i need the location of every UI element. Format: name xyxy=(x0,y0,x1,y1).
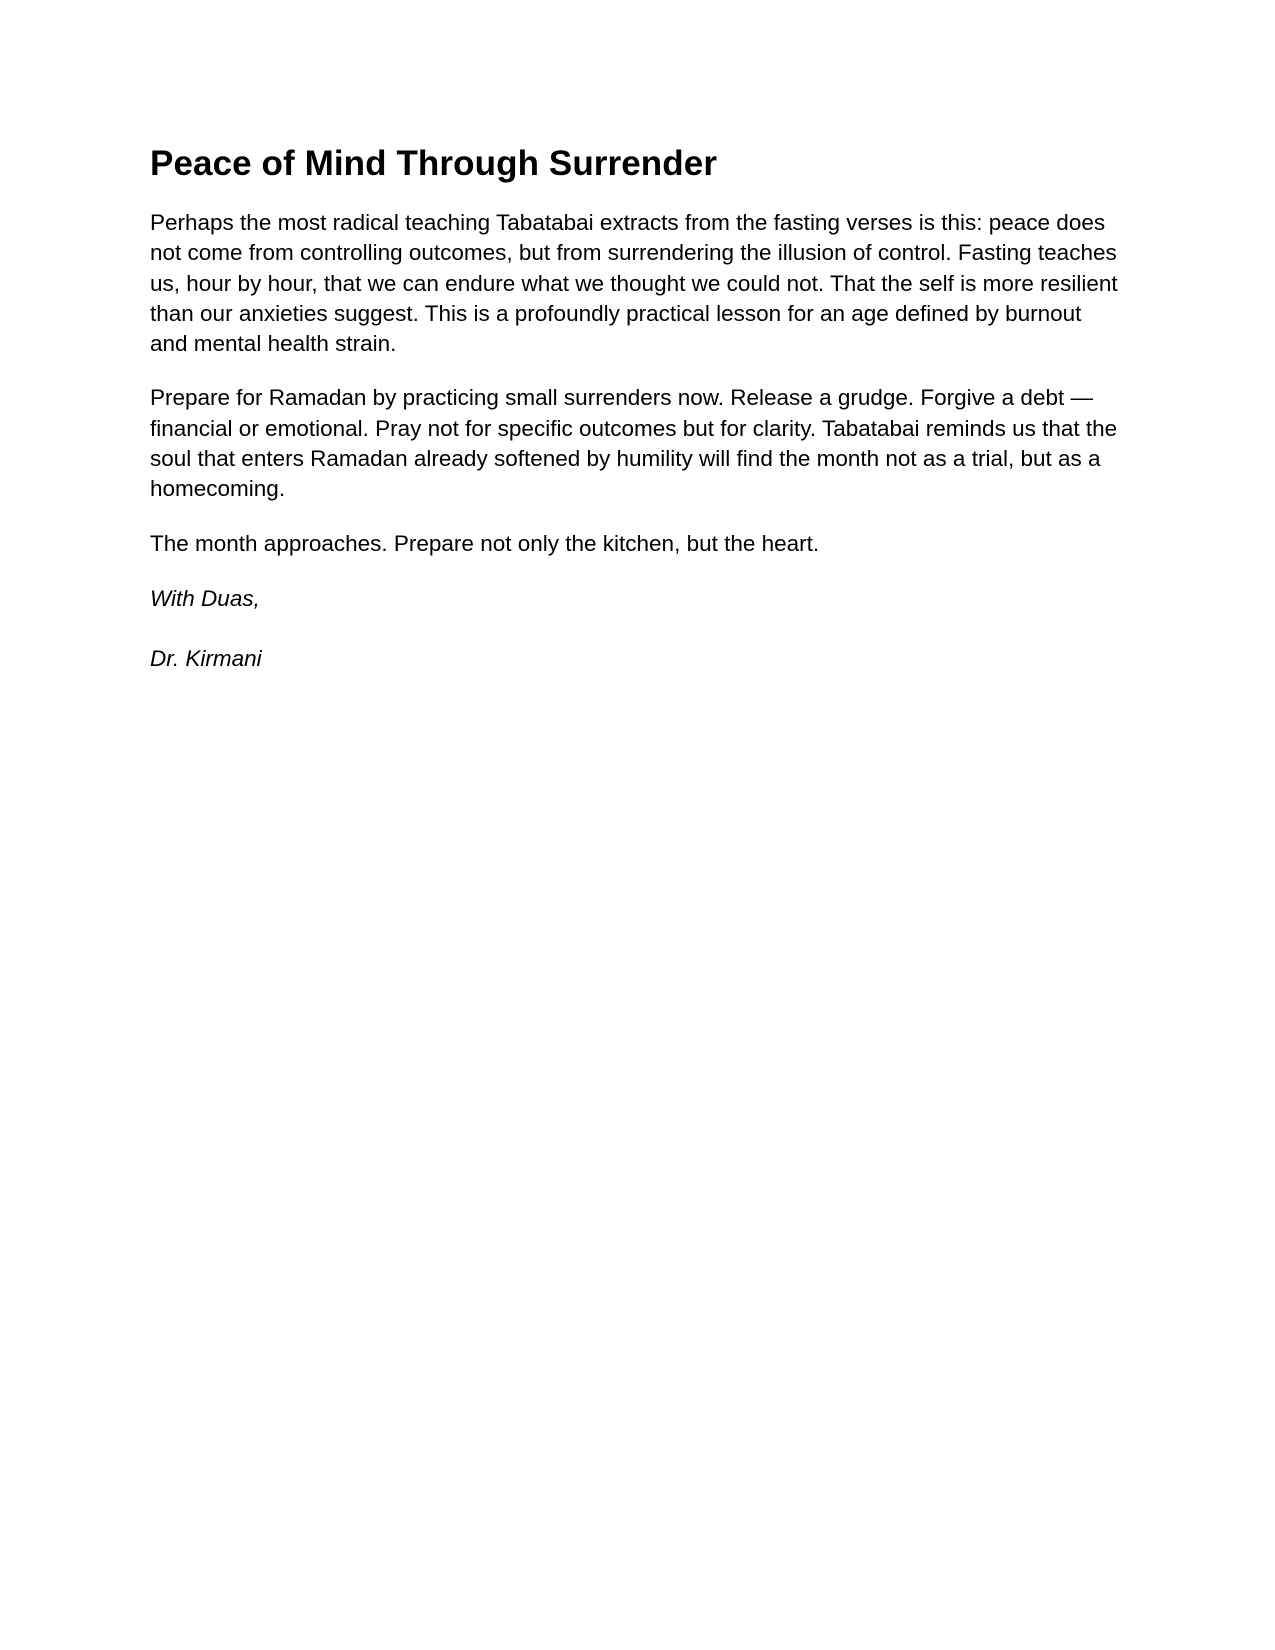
signature: Dr. Kirmani xyxy=(150,645,262,671)
document-page xyxy=(150,142,1125,674)
paragraph-peace-through-surrender: Perhaps the most radical teaching Tabatabai extracts from the fasting verses is this: peace does not come from controlling outcomes, but from surrendering the illusion of control. Fasting teaches us, hour by hour, that we can endure what we thought we could not. That the self is more resilient than our anxieties suggest. This is a profoundly practical lesson for an age defined by burnout and mental health strain. xyxy=(150,210,1118,357)
paragraph-prepare-for-ramadan: Prepare for Ramadan by practicing small surrenders now. Release a grudge. Forgive a debt — financial or emotional. Pray not for specific outcomes but for clarity. Tabatabai reminds us that the soul that enters Ramadan already softened by humility will find the month not as a trial, but as a homecoming. xyxy=(150,385,1118,502)
closing-salutation: With Duas, xyxy=(150,585,260,611)
document-title: Peace of Mind Through Surrender xyxy=(150,144,718,183)
paragraph-month-approaches: The month approaches. Prepare not only the kitchen, but the heart. xyxy=(150,530,820,556)
